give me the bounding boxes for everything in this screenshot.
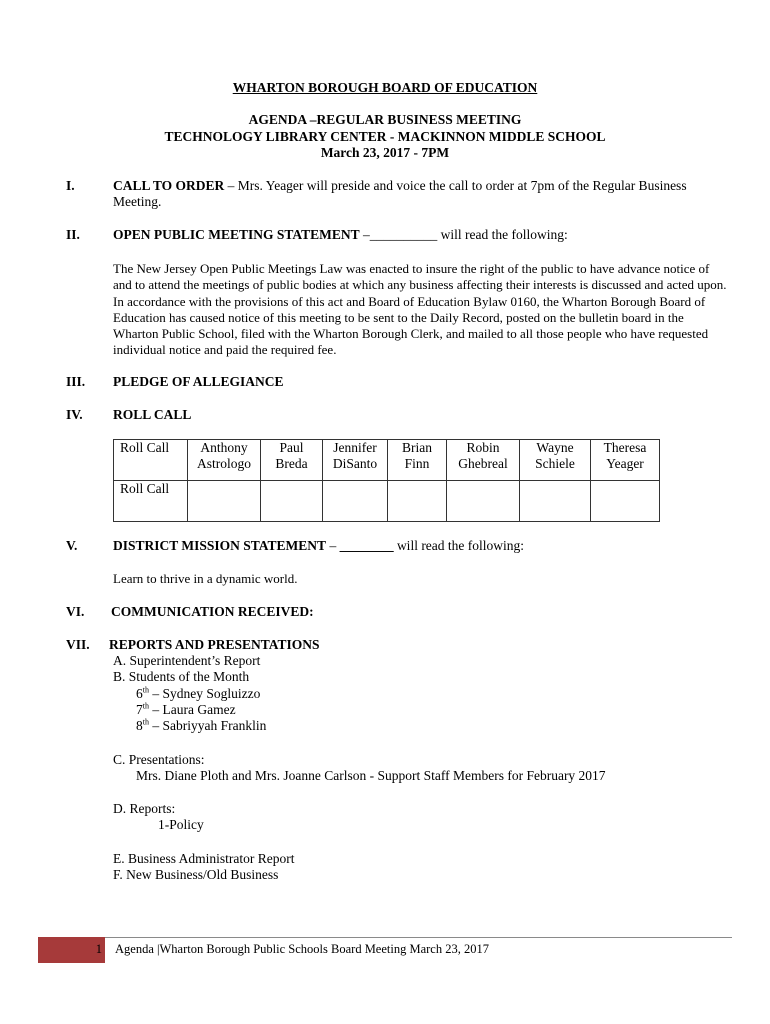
section-4-title: ROLL CALL xyxy=(113,407,192,422)
vote-cell xyxy=(323,481,388,522)
member-last-name: Schiele xyxy=(535,456,575,472)
grade-number: 6 xyxy=(136,686,143,701)
item-d: D. Reports: xyxy=(113,801,176,816)
member-first-name: Brian xyxy=(402,440,432,455)
date-title: March 23, 2017 - 7PM xyxy=(320,145,450,160)
section-1 xyxy=(113,178,713,211)
member-cell xyxy=(388,440,447,481)
vote-cell xyxy=(520,481,591,522)
section-6-title: COMMUNICATION RECEIVED: xyxy=(111,604,314,619)
member-last-name: Breda xyxy=(275,456,308,472)
section-2 xyxy=(113,227,713,243)
item-c-detail: Mrs. Diane Ploth and Mrs. Joanne Carlson - Support Staff Members for February 2017 xyxy=(136,768,606,783)
item-f: F. New Business/Old Business xyxy=(113,867,279,882)
section-3-number: III. xyxy=(66,374,86,389)
footer-text: Agenda |Wharton Borough Public Schools Board Meeting March 23, 2017 xyxy=(115,942,489,956)
section-2-blank: __________ xyxy=(369,227,438,242)
member-last-name: Yeager xyxy=(606,456,644,472)
item-b: B. Students of the Month xyxy=(113,669,250,684)
vote-cell xyxy=(188,481,261,522)
student-name: – Laura Gamez xyxy=(148,702,236,717)
section-3-title: PLEDGE OF ALLEGIANCE xyxy=(113,374,284,389)
item-e: E. Business Administrator Report xyxy=(113,851,295,866)
grade-suffix: th xyxy=(142,685,149,695)
item-c: C. Presentations: xyxy=(113,752,205,767)
roll-call-label: Roll Call xyxy=(120,440,170,455)
member-cell xyxy=(520,440,591,481)
vote-cell xyxy=(261,481,323,522)
section-1-text: – Mrs. Yeager will preside and voice the call to order at 7pm of the Regular Business Meeting. xyxy=(113,178,687,210)
grade-number: 7 xyxy=(136,702,143,717)
section-2-text: will read the following: xyxy=(437,227,568,242)
section-5-text: will read the following: xyxy=(393,538,525,553)
section-7-title: REPORTS AND PRESENTATIONS xyxy=(109,637,320,652)
location-title: TECHNOLOGY LIBRARY CENTER - MACKINNON MIDDLE SCHOOL xyxy=(164,129,606,144)
student-8th xyxy=(136,718,266,734)
mission-statement: Learn to thrive in a dynamic world. xyxy=(113,571,298,586)
section-1-title: CALL TO ORDER xyxy=(113,178,225,193)
member-first-name: Wayne xyxy=(536,440,574,455)
section-2-dash: – xyxy=(359,227,370,242)
vote-cell xyxy=(591,481,660,522)
grade-number: 8 xyxy=(136,718,143,733)
section-5-dash: – xyxy=(326,538,340,553)
roll-call-label-cell xyxy=(114,440,188,481)
student-name: – Sabriyyah Franklin xyxy=(148,718,267,733)
member-first-name: Jennifer xyxy=(333,440,377,455)
student-7th xyxy=(136,702,236,718)
org-title: WHARTON BOROUGH BOARD OF EDUCATION xyxy=(232,80,538,95)
section-7-number: VII. xyxy=(66,637,90,652)
member-last-name: Ghebreal xyxy=(458,456,508,472)
section-6-number: VI. xyxy=(66,604,85,619)
student-6th xyxy=(136,686,260,702)
item-d-detail: 1-Policy xyxy=(158,817,204,832)
member-cell xyxy=(323,440,388,481)
vote-cell xyxy=(388,481,447,522)
section-5-blank: ________ xyxy=(339,538,394,553)
member-first-name: Paul xyxy=(279,440,304,455)
section-2-title: OPEN PUBLIC MEETING STATEMENT xyxy=(113,227,360,242)
member-cell xyxy=(261,440,323,481)
roll-call-table xyxy=(113,439,660,522)
section-1-number: I. xyxy=(66,178,75,193)
section-5-title: DISTRICT MISSION STATEMENT xyxy=(113,538,327,553)
member-last-name: Finn xyxy=(404,456,430,472)
roll-call-entry-row xyxy=(114,481,660,522)
roll-call-label-cell xyxy=(114,481,188,522)
member-first-name: Robin xyxy=(466,440,500,455)
section-5-number: V. xyxy=(66,538,78,553)
student-name: – Sydney Sogluizzo xyxy=(148,686,261,701)
member-cell xyxy=(188,440,261,481)
member-last-name: Astrologo xyxy=(197,456,251,472)
open-meeting-statement: The New Jersey Open Public Meetings Law was enacted to insure the right of the public to have advance notice of and to attend the meetings of public bodies at which any business affecting their interests is discussed and acted upon. In accordance with the provisions of this act and Board of Education Bylaw 0160, the Wharton Borough Board of Education has caused notice of this meeting to be sent to the Daily Record, posted on the bulletin board in the Wharton Public School, filed with the Wharton Borough Clerk, and mailed to all those people who have requested individual notice and paid the required fee. xyxy=(113,261,727,358)
roll-call-label: Roll Call xyxy=(120,481,170,496)
roll-call-header-row xyxy=(114,440,660,481)
footer-rule xyxy=(105,937,732,938)
meeting-title: AGENDA –REGULAR BUSINESS MEETING xyxy=(248,112,522,127)
grade-suffix: th xyxy=(142,717,149,727)
member-cell xyxy=(447,440,520,481)
item-a: A. Superintendent’s Report xyxy=(113,653,261,668)
member-cell xyxy=(591,440,660,481)
member-last-name: DiSanto xyxy=(332,456,378,472)
section-4-number: IV. xyxy=(66,407,83,422)
grade-suffix: th xyxy=(142,701,149,711)
page-number: 1 xyxy=(95,942,102,956)
section-5 xyxy=(113,538,713,554)
section-2-number: II. xyxy=(66,227,80,242)
member-first-name: Theresa xyxy=(603,440,647,455)
member-first-name: Anthony xyxy=(200,440,248,455)
vote-cell xyxy=(447,481,520,522)
